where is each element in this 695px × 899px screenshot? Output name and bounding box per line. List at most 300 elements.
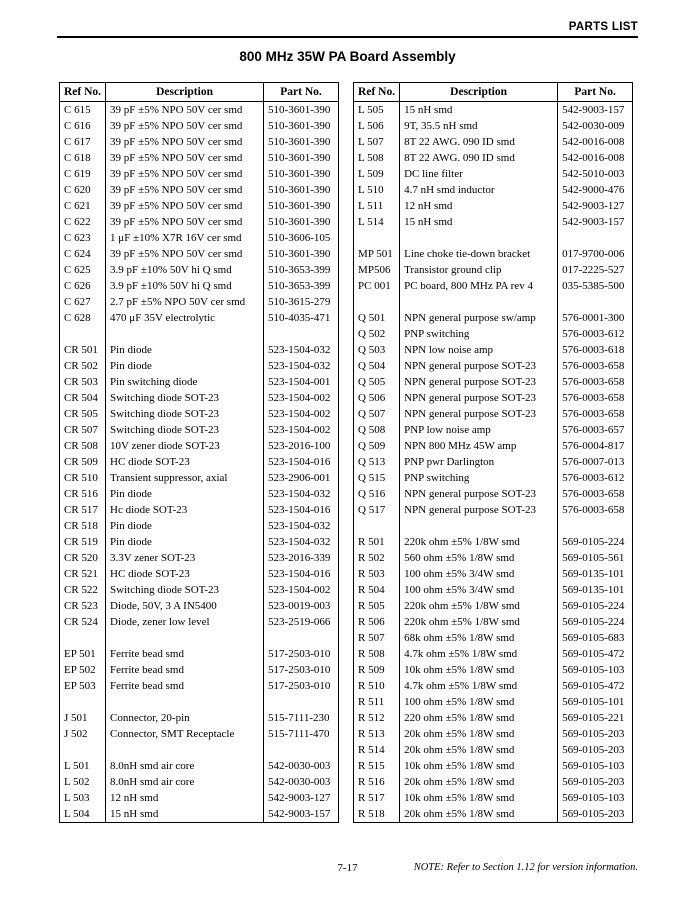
ref-no-cell: CR 508 [60, 438, 106, 454]
table-row [60, 518, 339, 534]
ref-no-cell: Q 507 [354, 406, 400, 422]
description-cell: 1 μF ±10% X7R 16V cer smd [106, 230, 264, 246]
table-row [354, 614, 633, 630]
table-row [60, 278, 339, 294]
table-row [354, 214, 633, 230]
part-no-cell: 523-2016-339 [264, 550, 339, 566]
description-cell: Transistor ground clip [400, 262, 558, 278]
part-no-cell: 542-9003-157 [558, 102, 633, 119]
table-row [60, 422, 339, 438]
part-no-cell: 576-0001-300 [558, 310, 633, 326]
ref-no-cell: CR 502 [60, 358, 106, 374]
part-no-cell: 569-0105-203 [558, 806, 633, 823]
description-cell [106, 742, 264, 758]
part-no-cell: 510-4035-471 [264, 310, 339, 326]
description-header: Description [400, 83, 558, 102]
part-no-cell: 517-2503-010 [264, 646, 339, 662]
ref-no-cell: J 502 [60, 726, 106, 742]
part-no-cell: 523-1504-016 [264, 454, 339, 470]
table-row [354, 534, 633, 550]
table-row [60, 390, 339, 406]
description-cell [106, 630, 264, 646]
table-row [60, 790, 339, 806]
description-cell [106, 694, 264, 710]
table-row [354, 230, 633, 246]
ref-no-cell [60, 326, 106, 342]
part-no-cell: 542-9003-157 [558, 214, 633, 230]
part-no-cell: 569-0105-224 [558, 614, 633, 630]
description-cell: 100 ohm ±5% 3/4W smd [400, 582, 558, 598]
description-cell: 3.9 pF ±10% 50V hi Q smd [106, 278, 264, 294]
table-row [354, 774, 633, 790]
ref-no-cell: L 506 [354, 118, 400, 134]
table-row [354, 198, 633, 214]
table-row [60, 486, 339, 502]
ref-no-cell: CR 520 [60, 550, 106, 566]
description-cell: 12 nH smd [106, 790, 264, 806]
description-cell: 3.3V zener SOT-23 [106, 550, 264, 566]
description-cell: PNP low noise amp [400, 422, 558, 438]
part-no-cell: 569-0105-203 [558, 742, 633, 758]
ref-no-cell: C 616 [60, 118, 106, 134]
ref-no-cell: R 505 [354, 598, 400, 614]
description-cell: NPN general purpose SOT-23 [400, 390, 558, 406]
part-no-cell: 510-3601-390 [264, 182, 339, 198]
ref-no-header: Ref No. [60, 83, 106, 102]
part-no-cell: 542-0030-003 [264, 758, 339, 774]
description-cell: Switching diode SOT-23 [106, 390, 264, 406]
table-row [354, 102, 633, 119]
ref-no-cell [354, 518, 400, 534]
ref-no-cell: CR 517 [60, 502, 106, 518]
part-no-cell [558, 294, 633, 310]
part-no-cell: 542-0030-003 [264, 774, 339, 790]
description-cell: 20k ohm ±5% 1/8W smd [400, 742, 558, 758]
part-no-cell: 569-0105-561 [558, 550, 633, 566]
ref-no-cell: CR 522 [60, 582, 106, 598]
description-cell: 100 ohm ±5% 3/4W smd [400, 566, 558, 582]
part-no-cell: 576-0004-817 [558, 438, 633, 454]
table-row [60, 502, 339, 518]
table-header-row [60, 83, 339, 102]
ref-no-cell: R 504 [354, 582, 400, 598]
ref-no-cell: C 619 [60, 166, 106, 182]
ref-no-cell: R 509 [354, 662, 400, 678]
part-no-cell [558, 230, 633, 246]
ref-no-cell: L 504 [60, 806, 106, 823]
description-cell: NPN 800 MHz 45W amp [400, 438, 558, 454]
description-cell: NPN general purpose SOT-23 [400, 486, 558, 502]
ref-no-cell: EP 502 [60, 662, 106, 678]
table-row [60, 438, 339, 454]
part-no-cell: 576-0003-658 [558, 406, 633, 422]
table-row [60, 406, 339, 422]
part-no-cell: 523-1504-001 [264, 374, 339, 390]
description-cell: 4.7 nH smd inductor [400, 182, 558, 198]
part-no-cell: 017-2225-527 [558, 262, 633, 278]
ref-no-cell: L 507 [354, 134, 400, 150]
part-no-cell: 510-3653-399 [264, 262, 339, 278]
ref-no-cell: CR 518 [60, 518, 106, 534]
part-no-cell: 569-0105-683 [558, 630, 633, 646]
tables-container [59, 82, 633, 823]
table-row [60, 774, 339, 790]
table-row [354, 518, 633, 534]
ref-no-cell: PC 001 [354, 278, 400, 294]
description-cell: 39 pF ±5% NPO 50V cer smd [106, 134, 264, 150]
description-cell: 39 pF ±5% NPO 50V cer smd [106, 166, 264, 182]
part-no-cell: 510-3601-390 [264, 150, 339, 166]
part-no-cell [264, 630, 339, 646]
ref-no-cell: L 508 [354, 150, 400, 166]
description-cell: 15 nH smd [400, 214, 558, 230]
part-no-cell: 569-0105-103 [558, 662, 633, 678]
table-row [354, 326, 633, 342]
table-header-row [354, 83, 633, 102]
table-row [60, 566, 339, 582]
table-row [60, 166, 339, 182]
ref-no-cell: J 501 [60, 710, 106, 726]
table-row [354, 662, 633, 678]
ref-no-cell [60, 694, 106, 710]
part-no-cell: 569-0105-224 [558, 598, 633, 614]
description-cell: 220k ohm ±5% 1/8W smd [400, 534, 558, 550]
table-row [60, 726, 339, 742]
description-cell: Diode, zener low level [106, 614, 264, 630]
table-row [354, 582, 633, 598]
description-cell: Ferrite bead smd [106, 662, 264, 678]
ref-no-cell: L 501 [60, 758, 106, 774]
ref-no-cell: Q 504 [354, 358, 400, 374]
part-no-cell: 542-0016-008 [558, 150, 633, 166]
ref-no-cell: C 626 [60, 278, 106, 294]
ref-no-cell [60, 630, 106, 646]
description-cell: 39 pF ±5% NPO 50V cer smd [106, 102, 264, 119]
part-no-cell: 542-9003-127 [264, 790, 339, 806]
description-cell: 8T 22 AWG. 090 ID smd [400, 150, 558, 166]
ref-no-cell: R 503 [354, 566, 400, 582]
ref-no-cell: R 507 [354, 630, 400, 646]
table-row [354, 630, 633, 646]
part-no-cell: 576-0007-013 [558, 454, 633, 470]
table-row [60, 742, 339, 758]
part-no-cell: 576-0003-658 [558, 486, 633, 502]
part-no-cell: 569-0135-101 [558, 582, 633, 598]
part-no-cell: 576-0003-658 [558, 374, 633, 390]
ref-no-cell: L 510 [354, 182, 400, 198]
table-row [354, 502, 633, 518]
part-no-cell: 523-2016-100 [264, 438, 339, 454]
description-cell: 12 nH smd [400, 198, 558, 214]
table-row [60, 358, 339, 374]
part-no-cell: 510-3601-390 [264, 118, 339, 134]
table-row [60, 678, 339, 694]
description-cell: HC diode SOT-23 [106, 454, 264, 470]
table-row [60, 214, 339, 230]
table-row [60, 246, 339, 262]
description-cell: 39 pF ±5% NPO 50V cer smd [106, 198, 264, 214]
table-row [60, 598, 339, 614]
description-cell: 10V zener diode SOT-23 [106, 438, 264, 454]
ref-no-cell: CR 509 [60, 454, 106, 470]
part-no-cell: 523-1504-032 [264, 342, 339, 358]
description-header: Description [106, 83, 264, 102]
ref-no-cell: CR 519 [60, 534, 106, 550]
description-cell: PC board, 800 MHz PA rev 4 [400, 278, 558, 294]
description-cell: 68k ohm ±5% 1/8W smd [400, 630, 558, 646]
part-no-cell: 576-0003-618 [558, 342, 633, 358]
part-no-cell: 510-3606-105 [264, 230, 339, 246]
table-row [60, 342, 339, 358]
description-cell: 20k ohm ±5% 1/8W smd [400, 806, 558, 823]
description-cell: Transient suppressor, axial [106, 470, 264, 486]
ref-no-cell: Q 513 [354, 454, 400, 470]
parts-table-right [353, 82, 633, 823]
ref-no-cell: EP 503 [60, 678, 106, 694]
ref-no-cell: CR 503 [60, 374, 106, 390]
ref-no-cell: R 511 [354, 694, 400, 710]
table-row [354, 790, 633, 806]
ref-no-cell: Q 516 [354, 486, 400, 502]
description-cell: PNP pwr Darlington [400, 454, 558, 470]
table-row [354, 438, 633, 454]
ref-no-cell: Q 503 [354, 342, 400, 358]
ref-no-cell: Q 501 [354, 310, 400, 326]
table-row [354, 150, 633, 166]
part-no-cell: 517-2503-010 [264, 678, 339, 694]
description-cell: Connector, SMT Receptacle [106, 726, 264, 742]
ref-no-cell: EP 501 [60, 646, 106, 662]
description-cell: 4.7k ohm ±5% 1/8W smd [400, 678, 558, 694]
part-no-cell: 523-1504-002 [264, 390, 339, 406]
description-cell: DC line filter [400, 166, 558, 182]
table-row [60, 534, 339, 550]
description-cell: PNP switching [400, 470, 558, 486]
description-cell: 10k ohm ±5% 1/8W smd [400, 790, 558, 806]
description-cell: 2.7 pF ±5% NPO 50V cer smd [106, 294, 264, 310]
page-title: 800 MHz 35W PA Board Assembly [239, 49, 456, 64]
ref-no-cell: CR 504 [60, 390, 106, 406]
part-no-cell: 510-3615-279 [264, 294, 339, 310]
table-row [60, 662, 339, 678]
ref-no-cell: R 513 [354, 726, 400, 742]
ref-no-cell [354, 294, 400, 310]
description-cell: 8T 22 AWG. 090 ID smd [400, 134, 558, 150]
part-no-cell: 576-0003-657 [558, 422, 633, 438]
table-row [60, 758, 339, 774]
description-cell: 20k ohm ±5% 1/8W smd [400, 726, 558, 742]
ref-no-cell [354, 230, 400, 246]
ref-no-cell: Q 502 [354, 326, 400, 342]
header-rule [57, 36, 638, 38]
ref-no-cell: R 502 [354, 550, 400, 566]
table-row [354, 694, 633, 710]
table-row [354, 758, 633, 774]
parts-table-left [59, 82, 339, 823]
ref-no-cell: Q 517 [354, 502, 400, 518]
part-no-cell: 569-0105-472 [558, 678, 633, 694]
ref-no-cell [60, 742, 106, 758]
part-no-cell: 542-9003-127 [558, 198, 633, 214]
ref-no-cell: Q 508 [354, 422, 400, 438]
ref-no-cell: Q 506 [354, 390, 400, 406]
part-no-cell: 569-0105-203 [558, 774, 633, 790]
description-cell [400, 518, 558, 534]
ref-no-cell: C 615 [60, 102, 106, 119]
description-cell: 8.0nH smd air core [106, 758, 264, 774]
part-no-cell: 523-1504-032 [264, 518, 339, 534]
part-no-cell: 523-1504-016 [264, 566, 339, 582]
part-no-cell: 523-0019-003 [264, 598, 339, 614]
ref-no-cell: Q 505 [354, 374, 400, 390]
description-cell: 39 pF ±5% NPO 50V cer smd [106, 182, 264, 198]
description-cell: Switching diode SOT-23 [106, 582, 264, 598]
description-cell: NPN general purpose SOT-23 [400, 358, 558, 374]
description-cell: 10k ohm ±5% 1/8W smd [400, 758, 558, 774]
ref-no-cell: MP 501 [354, 246, 400, 262]
table-row [60, 230, 339, 246]
part-no-cell: 569-0135-101 [558, 566, 633, 582]
description-cell: 39 pF ±5% NPO 50V cer smd [106, 246, 264, 262]
table-row [354, 358, 633, 374]
ref-no-cell: C 623 [60, 230, 106, 246]
table-row [354, 406, 633, 422]
description-cell: 470 μF 35V electrolytic [106, 310, 264, 326]
table-row [354, 422, 633, 438]
table-row [354, 550, 633, 566]
description-cell: Pin diode [106, 518, 264, 534]
description-cell: Connector, 20-pin [106, 710, 264, 726]
table-row [354, 598, 633, 614]
description-cell: HC diode SOT-23 [106, 566, 264, 582]
table-row [354, 374, 633, 390]
description-cell: Ferrite bead smd [106, 678, 264, 694]
part-no-cell: 510-3601-390 [264, 198, 339, 214]
ref-no-cell: L 505 [354, 102, 400, 119]
part-no-cell: 569-0105-221 [558, 710, 633, 726]
part-no-cell: 515-7111-470 [264, 726, 339, 742]
table-row [354, 742, 633, 758]
part-no-cell: 542-0016-008 [558, 134, 633, 150]
description-cell: Pin diode [106, 534, 264, 550]
part-no-cell: 517-2503-010 [264, 662, 339, 678]
ref-no-cell: Q 509 [354, 438, 400, 454]
ref-no-cell: R 515 [354, 758, 400, 774]
description-cell: Hc diode SOT-23 [106, 502, 264, 518]
ref-no-cell: R 506 [354, 614, 400, 630]
ref-no-cell: C 627 [60, 294, 106, 310]
part-no-cell: 569-0105-472 [558, 646, 633, 662]
ref-no-cell: R 510 [354, 678, 400, 694]
part-no-cell [264, 326, 339, 342]
table-row [354, 118, 633, 134]
table-row [354, 310, 633, 326]
table-row [354, 726, 633, 742]
table-row [60, 294, 339, 310]
ref-no-cell: R 508 [354, 646, 400, 662]
table-row [354, 454, 633, 470]
table-row [354, 278, 633, 294]
ref-no-cell: R 514 [354, 742, 400, 758]
table-row [60, 710, 339, 726]
part-no-header: Part No. [264, 83, 339, 102]
ref-no-cell: C 618 [60, 150, 106, 166]
description-cell [400, 294, 558, 310]
description-cell: Ferrite bead smd [106, 646, 264, 662]
description-cell [106, 326, 264, 342]
ref-no-cell: CR 524 [60, 614, 106, 630]
table-row [60, 806, 339, 823]
part-no-cell: 569-0105-103 [558, 790, 633, 806]
table-row [60, 150, 339, 166]
page-header-label: PARTS LIST [568, 21, 638, 33]
ref-no-cell: MP506 [354, 262, 400, 278]
ref-no-cell: CR 516 [60, 486, 106, 502]
part-no-cell: 576-0003-658 [558, 390, 633, 406]
part-no-cell: 523-1504-032 [264, 534, 339, 550]
part-no-cell: 569-0105-101 [558, 694, 633, 710]
description-cell: 220 ohm ±5% 1/8W smd [400, 710, 558, 726]
table-row [354, 166, 633, 182]
ref-no-cell: C 617 [60, 134, 106, 150]
description-cell: NPN general purpose sw/amp [400, 310, 558, 326]
ref-no-cell: L 511 [354, 198, 400, 214]
description-cell: NPN general purpose SOT-23 [400, 502, 558, 518]
description-cell: NPN low noise amp [400, 342, 558, 358]
description-cell: Pin diode [106, 486, 264, 502]
part-no-cell: 542-0030-009 [558, 118, 633, 134]
ref-no-cell: CR 507 [60, 422, 106, 438]
part-no-cell: 569-0105-103 [558, 758, 633, 774]
description-cell: PNP switching [400, 326, 558, 342]
description-cell: 560 ohm ±5% 1/8W smd [400, 550, 558, 566]
ref-no-cell: C 622 [60, 214, 106, 230]
part-no-cell: 569-0105-203 [558, 726, 633, 742]
table-row [354, 134, 633, 150]
ref-no-header: Ref No. [354, 83, 400, 102]
description-cell: 39 pF ±5% NPO 50V cer smd [106, 150, 264, 166]
description-cell: Switching diode SOT-23 [106, 422, 264, 438]
page-number: 7-17 [337, 862, 358, 874]
ref-no-cell: C 621 [60, 198, 106, 214]
description-cell: 9T, 35.5 nH smd [400, 118, 558, 134]
table-row [60, 134, 339, 150]
description-cell: 39 pF ±5% NPO 50V cer smd [106, 214, 264, 230]
table-row [60, 262, 339, 278]
ref-no-cell: R 518 [354, 806, 400, 823]
description-cell: Pin diode [106, 342, 264, 358]
ref-no-cell: R 517 [354, 790, 400, 806]
table-row [60, 614, 339, 630]
part-no-cell: 017-9700-006 [558, 246, 633, 262]
ref-no-cell: C 628 [60, 310, 106, 326]
table-row [354, 486, 633, 502]
table-row [354, 390, 633, 406]
ref-no-cell: R 512 [354, 710, 400, 726]
ref-no-cell: R 501 [354, 534, 400, 550]
table-row [60, 454, 339, 470]
ref-no-cell: L 509 [354, 166, 400, 182]
table-row [60, 694, 339, 710]
table-row [354, 646, 633, 662]
part-no-cell: 515-7111-230 [264, 710, 339, 726]
table-row [354, 566, 633, 582]
description-cell: 3.9 pF ±10% 50V hi Q smd [106, 262, 264, 278]
table-row [60, 470, 339, 486]
table-row [60, 326, 339, 342]
table-row [60, 550, 339, 566]
description-cell: 15 nH smd [400, 102, 558, 119]
